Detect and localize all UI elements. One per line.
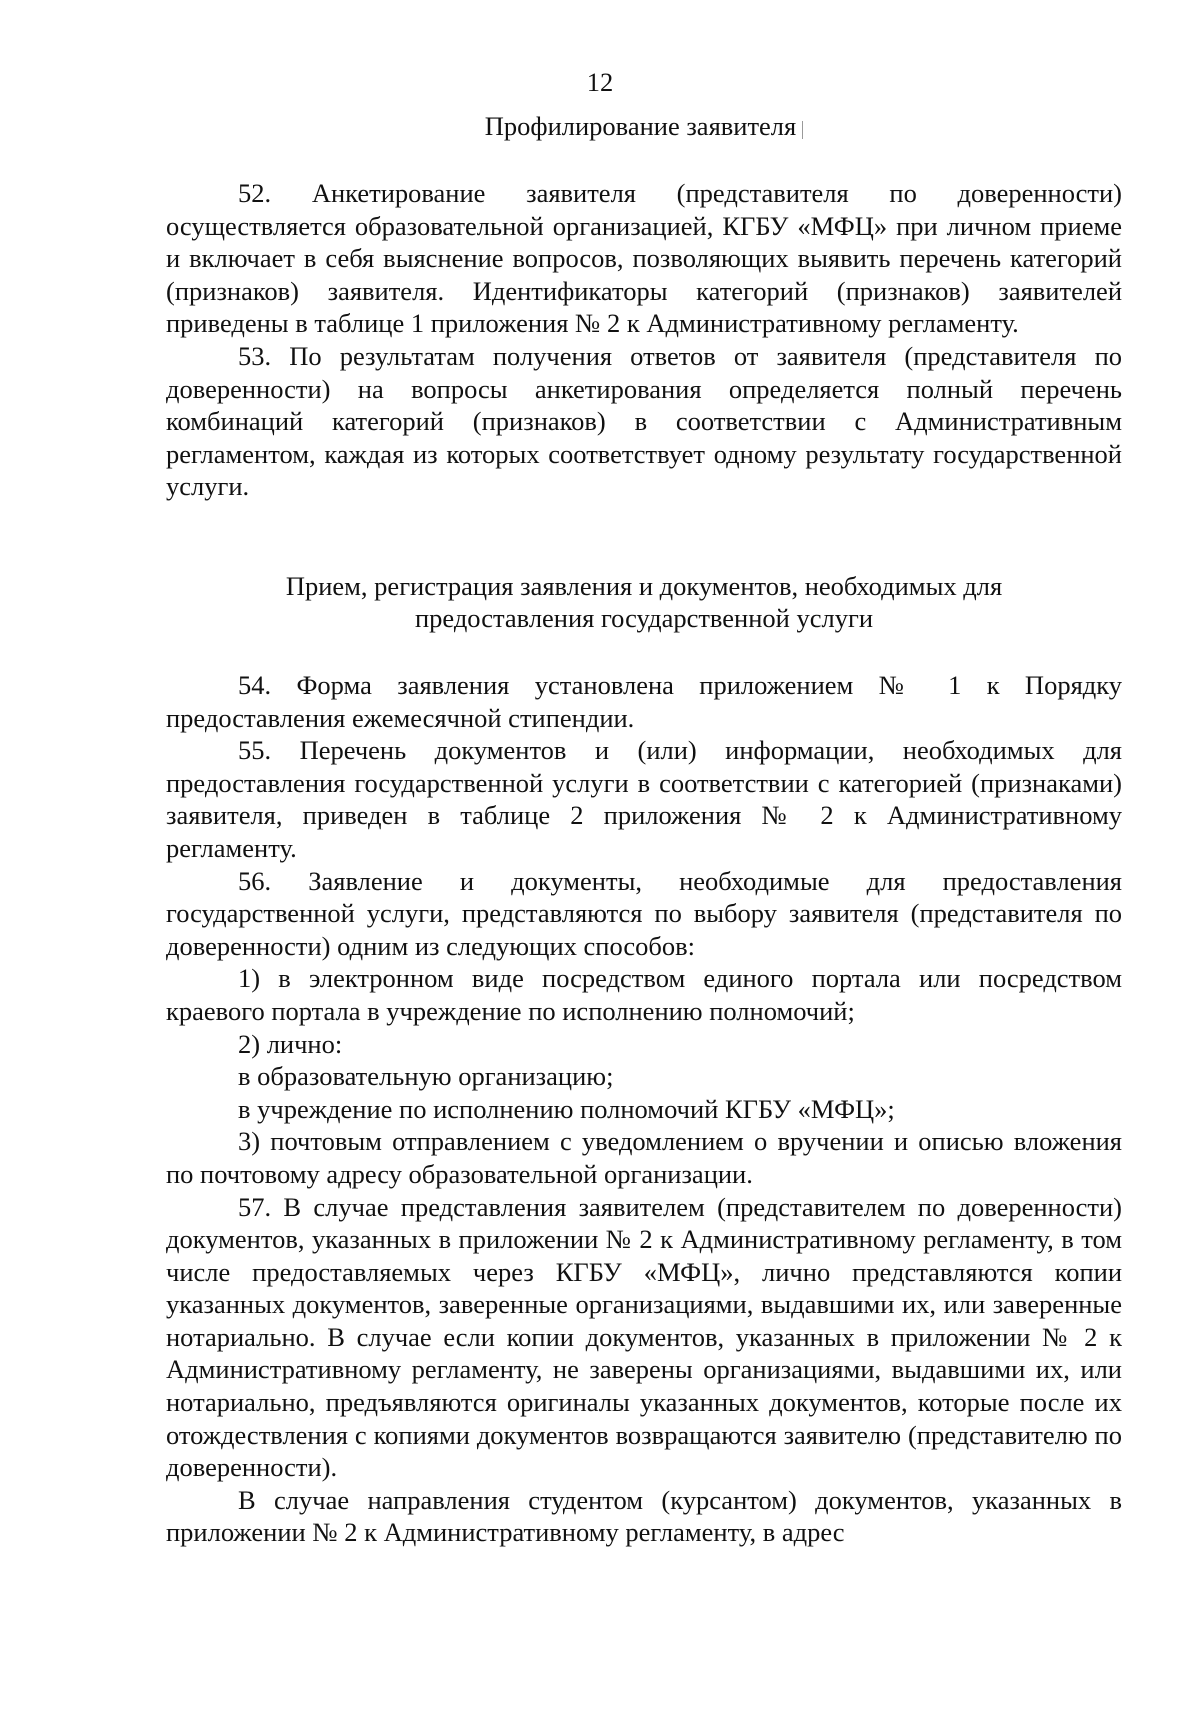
section-heading-reception-line-1: Прием, регистрация заявления и документов, необходимых для [285, 571, 1003, 601]
paragraph-55: 55. Перечень документов и (или) информации, необходимых для предоставления государственной услуги в соответствии с категорией (признаками) заявителя, приведен в таблице 2 приложения № 2 к Административному регламенту. [166, 735, 1122, 863]
paragraph-56: 56. Заявление и документы, необходимые для предоставления государственной услуги, представляются по выбору заявителя (представителя по доверенности) одним из следующих способов: [166, 865, 1122, 961]
list-item-postal: 3) почтовым отправлением с уведомлением о вручении и описью вложения по почтовому адресу образовательной организации. [166, 1126, 1122, 1189]
page-number: 12 [586, 67, 614, 97]
section-heading-reception-line-2: предоставления государственной услуги [414, 603, 874, 633]
paragraph-54: 54. Форма заявления установлена приложением № 1 к Порядку предоставления ежемесячной стипендии. [166, 670, 1122, 733]
paragraph-53: 53. По результатам получения ответов от заявителя (представителя по доверенности) на вопросы анкетирования определяется полный перечень комбинаций категорий (признаков) в соответствии с Административным регламентом, каждая из которых соответствует одному результату государственной услуги. [166, 340, 1122, 502]
section-heading-profiling-text: Профилирование заявителя [484, 111, 797, 141]
section-reception-body [166, 669, 1122, 1549]
paragraph-57-continued: В случае направления студентом (курсантом) документов, указанных в приложении № 2 к Административному регламенту, в адрес [166, 1484, 1122, 1548]
list-item-in-person: 2) лично: [238, 1028, 343, 1059]
paragraph-52: 52. Анкетирование заявителя (представителя по доверенности) осуществляется образовательной организацией, КГБУ «МФЦ» при личном приеме и включает в себя выяснение вопросов, позволяющих выявить перечень категорий (признаков) заявителя. Идентификаторы категорий (признаков) заявителей приведены в таблице 1 приложения № 2 к Административному регламенту. [166, 178, 1122, 339]
list-item-electronic: 1) в электронном виде посредством единого портала или посредством краевого портала в учреждение по исполнению полномочий; [166, 963, 1122, 1026]
section-heading-profiling [166, 110, 1122, 142]
paragraph-57: 57. В случае представления заявителем (представителем по доверенности) документов, указанных в приложении № 2 к Административному регламенту, в том числе предоставляемых через КГБУ «МФЦ», лично представляются копии указанных документов, заверенные организациями, выдавшими их, или заверенные нотариально. В случае если копии документов, указанных в приложении № 2 к Административному регламенту, не заверены организациями, выдавшими их, или нотариально, предъявляются оригиналы указанных документов, которые после их отождествления с копиями документов возвращаются заявителю (представителю по доверенности). [166, 1191, 1122, 1483]
section-profiling-body [166, 177, 1122, 503]
list-item-educational-organization: в образовательную организацию; [238, 1061, 614, 1092]
scan-artifact-mark [802, 121, 803, 139]
section-heading-reception [166, 570, 1122, 634]
list-item-mfc: в учреждение по исполнению полномочий КГБУ «МФЦ»; [238, 1093, 895, 1124]
